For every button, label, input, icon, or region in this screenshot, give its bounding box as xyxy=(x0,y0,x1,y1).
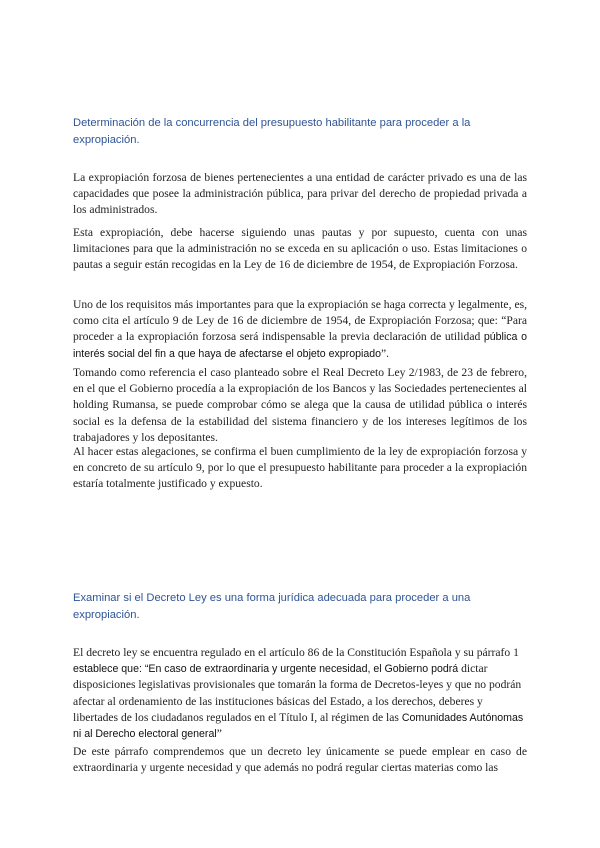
paragraph: Tomando como referencia el caso planteado sobre el Real Decreto Ley 2/1983, de 23 de febrero, en el que el Gobierno procedía a la expropiación de los Bancos y las Sociedades pertenecientes al holding Rumansa, se puede comprobar cómo se alega que la causa de utilidad pública o interés social es la defensa de la estabilidad del sistema financiero y de los intereses legítimos de los trabajadores y los depositantes. xyxy=(73,366,527,444)
paragraph-text: dictar disposiciones legislativas provisionales que tomarán la forma de Decretos-leyes y que no podrán afectar al ordenamiento de las instituciones básicas del Estado, a los derechos, deberes y libertades de los ciudadanos regulados en el Título I, al régimen de las xyxy=(73,662,522,724)
paragraph-text: Uno de los requisitos más importantes para que la expropiación se haga correcta y legalmente, es, como cita el artículo 9 de Ley de 16 de diciembre de 1954, de Expropiación Forzosa; que: “Para proceder a la expropiación forzosa será indispensable la previa declaración de utilidad xyxy=(73,298,527,344)
paragraph-text: ” xyxy=(216,727,222,741)
quoted-text: pública o interés social del fin a que haya de afectarse el objeto expropiado xyxy=(73,331,527,360)
paragraph-text: El decreto ley se encuentra regulado en el artículo 86 de la Constitución Española y su párrafo 1 xyxy=(73,646,519,659)
quoted-text: En caso de extraordinaria y urgente necesidad, el Gobierno podrá xyxy=(148,663,459,676)
paragraph-text: ”. xyxy=(381,346,390,360)
paragraph xyxy=(73,645,527,742)
quoted-text: establece que: “ xyxy=(73,663,149,676)
paragraph: De este párrafo comprendemos que un decreto ley únicamente se puede emplear en caso de extraordinaria y urgente necesidad y que además no podrá regular ciertas materias como las xyxy=(73,745,527,775)
section-heading-presupuesto: Determinación de la concurrencia del presupuesto habilitante para proceder a la expropiación. xyxy=(73,117,471,146)
paragraph: La expropiación forzosa de bienes pertenecientes a una entidad de carácter privado es una de las capacidades que posee la administración pública, para privar del derecho de propiedad privada a los administrados. xyxy=(73,171,527,217)
quoted-text: Comunidades Autónomas ni al Derecho electoral general xyxy=(73,711,524,741)
paragraph: Esta expropiación, debe hacerse siguiendo unas pautas y por supuesto, cuenta con unas limitaciones para que la administración no se exceda en su aplicación o uso. Estas limitaciones o pautas a seguir están recogidas en la Ley de 16 de diciembre de 1954, de Expropiación Forzosa. xyxy=(73,226,527,272)
paragraph xyxy=(73,297,527,362)
section-heading-decreto-ley: Examinar si el Decreto Ley es una forma jurídica adecuada para proceder a una expropiación. xyxy=(73,592,471,621)
paragraph: Al hacer estas alegaciones, se confirma el buen cumplimiento de la ley de expropiación forzosa y en concreto de su artículo 9, por lo que el presupuesto habilitante para proceder a la expropiación estaría totalmente justificado y expuesto. xyxy=(73,445,527,491)
